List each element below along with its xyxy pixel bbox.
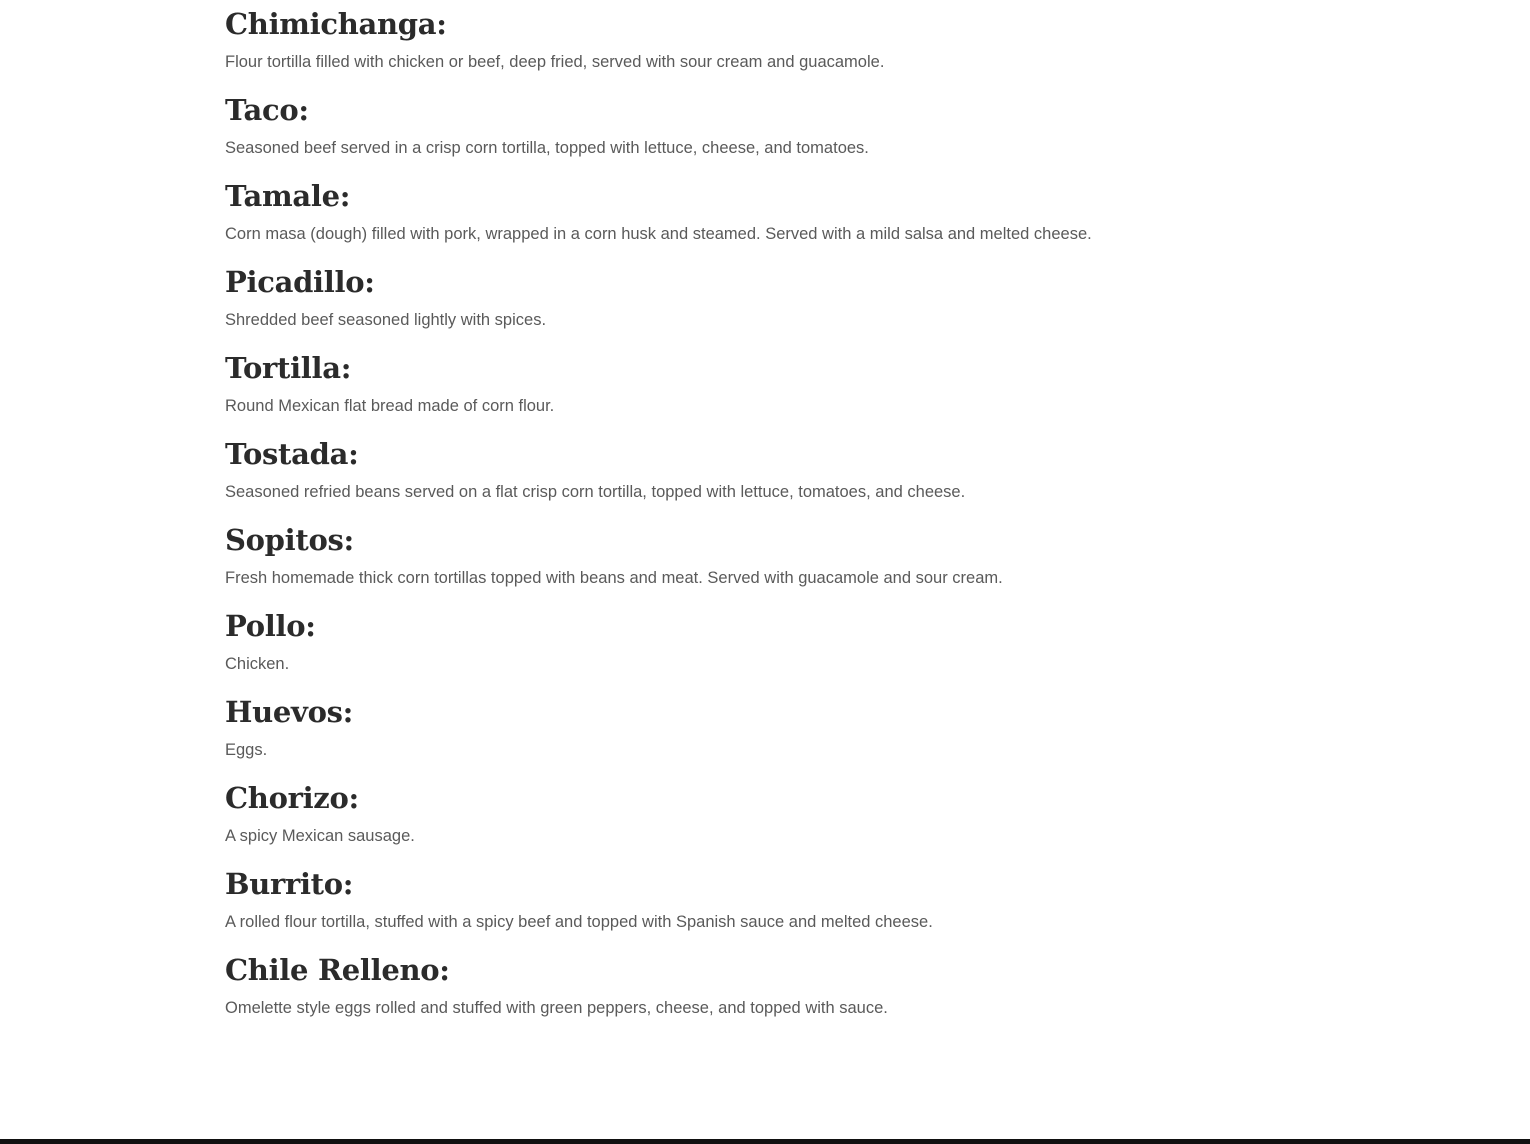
menu-glossary bbox=[225, 6, 1305, 1038]
glossary-term: Sopitos: bbox=[225, 523, 354, 557]
glossary-entry-chile-relleno bbox=[225, 952, 1305, 1038]
glossary-entry-picadillo bbox=[225, 264, 1305, 350]
glossary-entry-burrito bbox=[225, 866, 1305, 952]
footer-bar bbox=[0, 1139, 1530, 1144]
glossary-definition: Fresh homemade thick corn tortillas topped with beans and meat. Served with guacamole and sour cream. bbox=[225, 569, 1003, 587]
glossary-definition: Seasoned refried beans served on a flat crisp corn tortilla, topped with lettuce, tomatoes, and cheese. bbox=[225, 483, 966, 501]
glossary-term: Taco: bbox=[225, 93, 309, 127]
glossary-term: Picadillo: bbox=[225, 265, 375, 299]
glossary-definition: Omelette style eggs rolled and stuffed with green peppers, cheese, and topped with sauce. bbox=[225, 999, 888, 1017]
glossary-term: Tamale: bbox=[225, 179, 351, 213]
glossary-term: Chile Relleno: bbox=[225, 953, 450, 987]
glossary-term: Chorizo: bbox=[225, 781, 359, 815]
glossary-entry-tamale bbox=[225, 178, 1305, 264]
glossary-term: Pollo: bbox=[225, 609, 316, 643]
glossary-definition: Seasoned beef served in a crisp corn tortilla, topped with lettuce, cheese, and tomatoes. bbox=[225, 139, 869, 157]
glossary-term: Tostada: bbox=[225, 437, 359, 471]
glossary-definition: Shredded beef seasoned lightly with spices. bbox=[225, 311, 547, 329]
glossary-definition: A rolled flour tortilla, stuffed with a spicy beef and topped with Spanish sauce and melted cheese. bbox=[225, 913, 933, 931]
glossary-term: Huevos: bbox=[225, 695, 354, 729]
glossary-definition: Flour tortilla filled with chicken or beef, deep fried, served with sour cream and guacamole. bbox=[225, 53, 885, 71]
glossary-definition: A spicy Mexican sausage. bbox=[225, 827, 415, 845]
glossary-entry-pollo bbox=[225, 608, 1305, 694]
glossary-entry-taco bbox=[225, 92, 1305, 178]
glossary-definition: Chicken. bbox=[225, 655, 290, 673]
glossary-term: Chimichanga: bbox=[225, 7, 447, 41]
glossary-entry-chimichanga bbox=[225, 6, 1305, 92]
glossary-definition: Corn masa (dough) filled with pork, wrapped in a corn husk and steamed. Served with a mild salsa and melted cheese. bbox=[225, 225, 1092, 243]
glossary-entry-sopitos bbox=[225, 522, 1305, 608]
glossary-entry-huevos bbox=[225, 694, 1305, 780]
glossary-term: Burrito: bbox=[225, 867, 354, 901]
glossary-entry-tortilla bbox=[225, 350, 1305, 436]
glossary-entry-tostada bbox=[225, 436, 1305, 522]
glossary-term: Tortilla: bbox=[225, 351, 352, 385]
glossary-definition: Eggs. bbox=[225, 741, 268, 759]
glossary-entry-chorizo bbox=[225, 780, 1305, 866]
glossary-definition: Round Mexican flat bread made of corn flour. bbox=[225, 397, 555, 415]
